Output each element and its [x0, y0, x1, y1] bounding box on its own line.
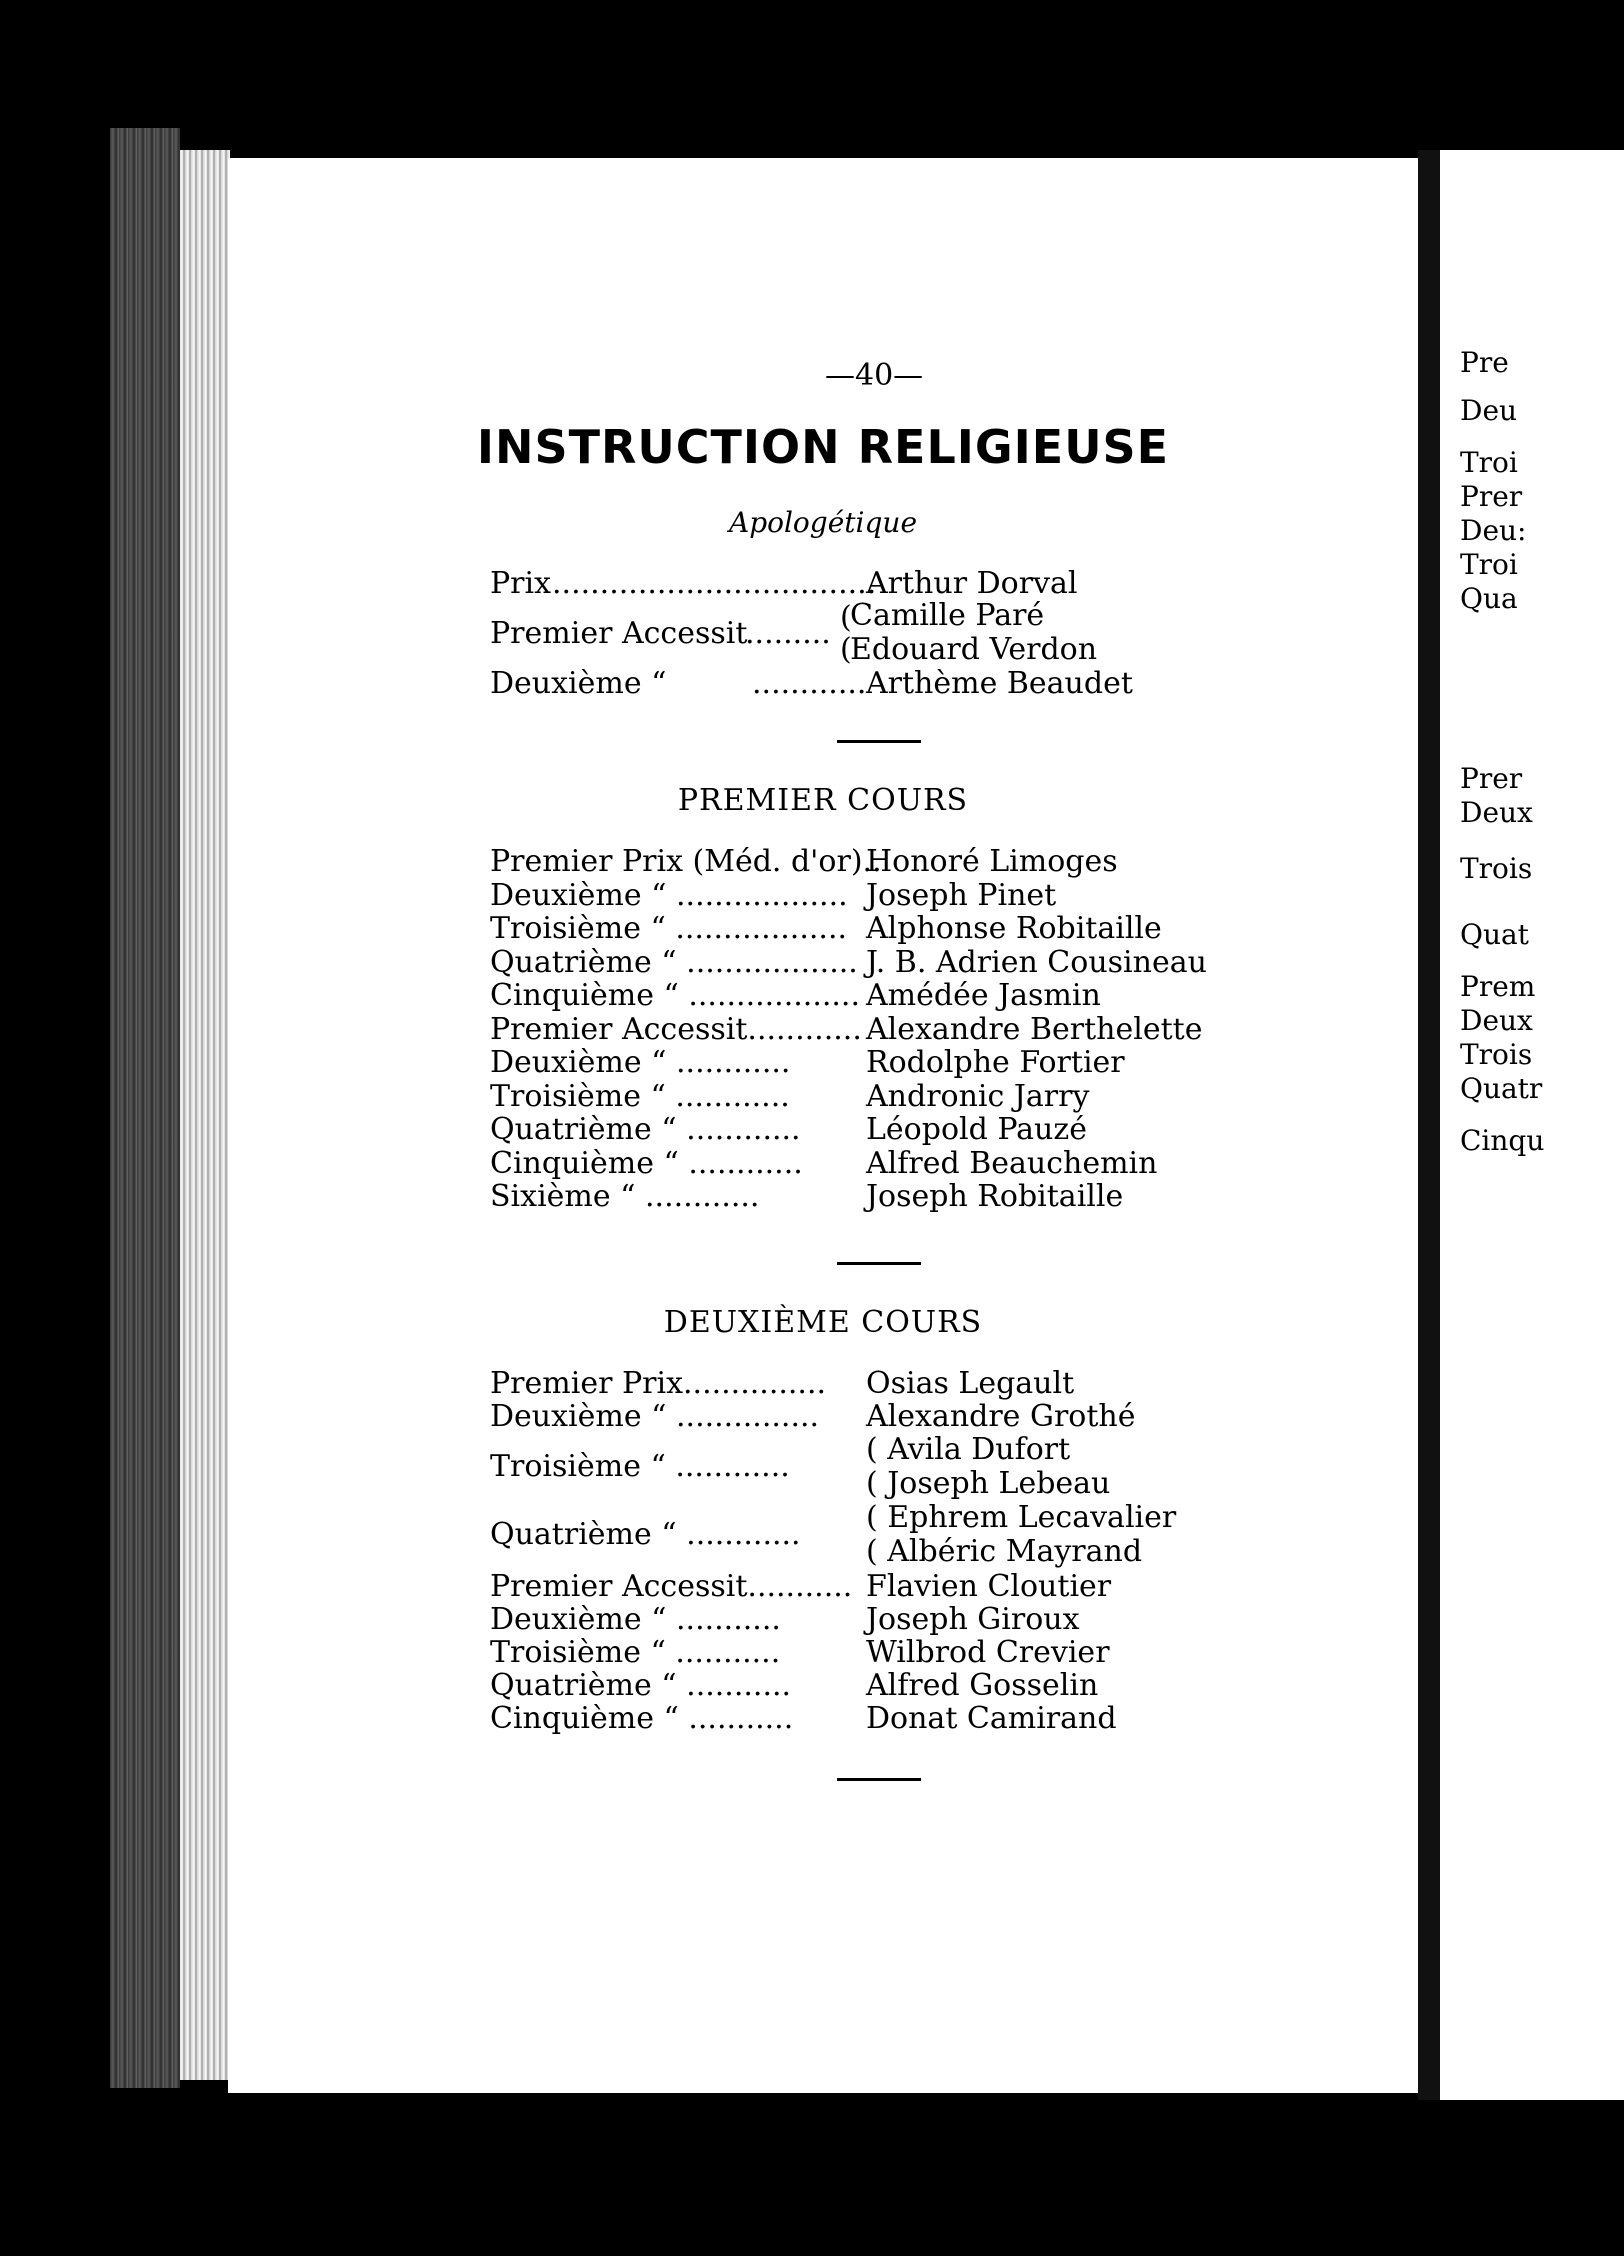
- award-label: Troisième “ ...........: [490, 1635, 781, 1670]
- right-page-text: Trois: [1460, 852, 1533, 885]
- award-label: Quatrième “ ..................: [490, 944, 858, 980]
- brace-left-top: (: [840, 600, 852, 635]
- award-label: Cinquième “ ...........: [490, 1701, 794, 1736]
- student-name: Alexandre Grothé: [866, 1399, 1136, 1434]
- award-label: Deuxième “ ...............: [490, 1399, 820, 1434]
- student-name: Joseph Pinet: [866, 877, 1057, 913]
- left-page: —40— INSTRUCTION RELIGIEUSE Apologétique Prix .................................. Arthur Dorval Premier Accessit ......... Camille Paré Edouard Verdon ( ( Deuxième “ ............ Arthème Beaudet PREMIER COURS Premier Prix (Méd. d'or).. Honoré Limoges Deuxième “ .................. Joseph Pinet Troisième “ .................. Alphonse Robitaille Quatrième “ .................. J. B. Adrien Cousineau Cinquième “ .................. Amédée Jasmin Premier Accessit............ Alexandre Berthelette Deuxième “ ............ Rodolphe Fortier Troisième “ ............ Andronic Jarry Quatrième “ ............ Léopold Pauzé Cinquième “ ............ Alfred Beauchemin Sixième “ ............ Joseph Robitaille DEUXIÈME COURS Premier Prix............... Osias Legault Deuxième “ ............... Alexandre Grothé Troisième “ ............ ( Avila Dufort ( Joseph Lebeau Quatrième “ ............ ( Ephrem Lecavalier ( Albéric Mayrand Premier Accessit........... Flavien Cloutier Deuxième “ ........... Joseph Giroux Troisième “ ........... Wilbrod Crevier Quatrième “ ........... Alfred Gosselin Cinquième “ ........... Donat Camirand: [228, 158, 1418, 2093]
- page-edges: [180, 150, 230, 2080]
- right-page-text: Pre: [1460, 346, 1509, 379]
- student-name: Donat Camirand: [866, 1701, 1117, 1736]
- student-name: ( Albéric Mayrand: [866, 1534, 1143, 1569]
- right-page-text: Deu: [1460, 394, 1518, 427]
- award-label: Premier Prix (Méd. d'or)..: [490, 844, 882, 879]
- divider-3: [837, 1778, 921, 1781]
- student-name: Alfred Beauchemin: [866, 1145, 1158, 1181]
- page-title: INSTRUCTION RELIGIEUSE: [476, 420, 1170, 474]
- right-page-text: Qua: [1460, 582, 1518, 615]
- award-label: Cinquième “ ..................: [490, 978, 861, 1013]
- divider-2: [837, 1262, 921, 1265]
- student-name: Amédée Jasmin: [866, 978, 1101, 1013]
- student-name: Alphonse Robitaille: [866, 911, 1162, 946]
- subtitle-apologetique: Apologétique: [728, 506, 918, 539]
- right-page-fragment: [1440, 150, 1624, 2100]
- right-page-text: Prer: [1460, 762, 1523, 795]
- award-label: Troisième “ ............: [490, 1449, 790, 1484]
- right-page-text: Deux: [1460, 796, 1533, 829]
- student-name: Rodolphe Fortier: [866, 1045, 1125, 1080]
- award-label: Quatrième “ ............: [490, 1112, 801, 1147]
- page-number: —40—: [825, 358, 924, 393]
- award-label: Quatrième “ ............: [490, 1517, 801, 1552]
- award-label: Troisième “ ............: [490, 1078, 790, 1114]
- gutter-shadow: [1418, 150, 1440, 2100]
- heading-deuxieme-cours: DEUXIÈME COURS: [663, 1305, 983, 1340]
- right-page-text: Troi: [1460, 548, 1518, 581]
- award-label: Deuxième “ ..................: [490, 877, 848, 913]
- student-name: Osias Legault: [866, 1366, 1075, 1401]
- right-page-text: Quat: [1460, 918, 1529, 951]
- award-label: Premier Accessit...........: [490, 1569, 853, 1604]
- student-name: ( Joseph Lebeau: [866, 1466, 1111, 1501]
- student-name: Joseph Giroux: [866, 1602, 1080, 1637]
- brace-left-bottom: (: [840, 632, 852, 667]
- student-name: J. B. Adrien Cousineau: [866, 944, 1207, 980]
- right-page-text: Troi: [1460, 446, 1518, 479]
- award-label: Premier Prix...............: [490, 1366, 827, 1401]
- award-label: Quatrième “ ...........: [490, 1668, 792, 1703]
- award-label: Premier Accessit............: [490, 1011, 862, 1047]
- student-name: ( Avila Dufort: [866, 1432, 1071, 1467]
- award-label: Deuxième “ ...........: [490, 1602, 781, 1637]
- right-page-text: Cinqu: [1460, 1124, 1545, 1157]
- student-name: Honoré Limoges: [866, 844, 1118, 879]
- student-name: Alexandre Berthelette: [866, 1011, 1203, 1047]
- award-label: Troisième “ ..................: [490, 911, 848, 946]
- right-page-text: Quatr: [1460, 1072, 1543, 1105]
- right-page-text: Deu:: [1460, 514, 1527, 547]
- award-label: Sixième “ ............: [490, 1179, 760, 1214]
- right-page-text: Prer: [1460, 480, 1523, 513]
- student-name: Alfred Gosselin: [866, 1668, 1099, 1703]
- right-page-text: Prem: [1460, 970, 1536, 1003]
- student-name: Flavien Cloutier: [866, 1569, 1112, 1604]
- right-page-text: Trois: [1460, 1038, 1533, 1071]
- right-page-text: Deux: [1460, 1004, 1533, 1037]
- student-name: Joseph Robitaille: [866, 1179, 1124, 1214]
- divider-1: [837, 740, 921, 743]
- award-label: Deuxième “ ............: [490, 1045, 791, 1080]
- award-label: Cinquième “ ............: [490, 1145, 803, 1181]
- student-name: Wilbrod Crevier: [866, 1635, 1110, 1670]
- student-name: Léopold Pauzé: [866, 1112, 1087, 1147]
- student-name: Andronic Jarry: [866, 1078, 1090, 1114]
- book-binding: [110, 128, 180, 2088]
- heading-premier-cours: PREMIER COURS: [677, 783, 969, 818]
- student-name: ( Ephrem Lecavalier: [866, 1500, 1177, 1535]
